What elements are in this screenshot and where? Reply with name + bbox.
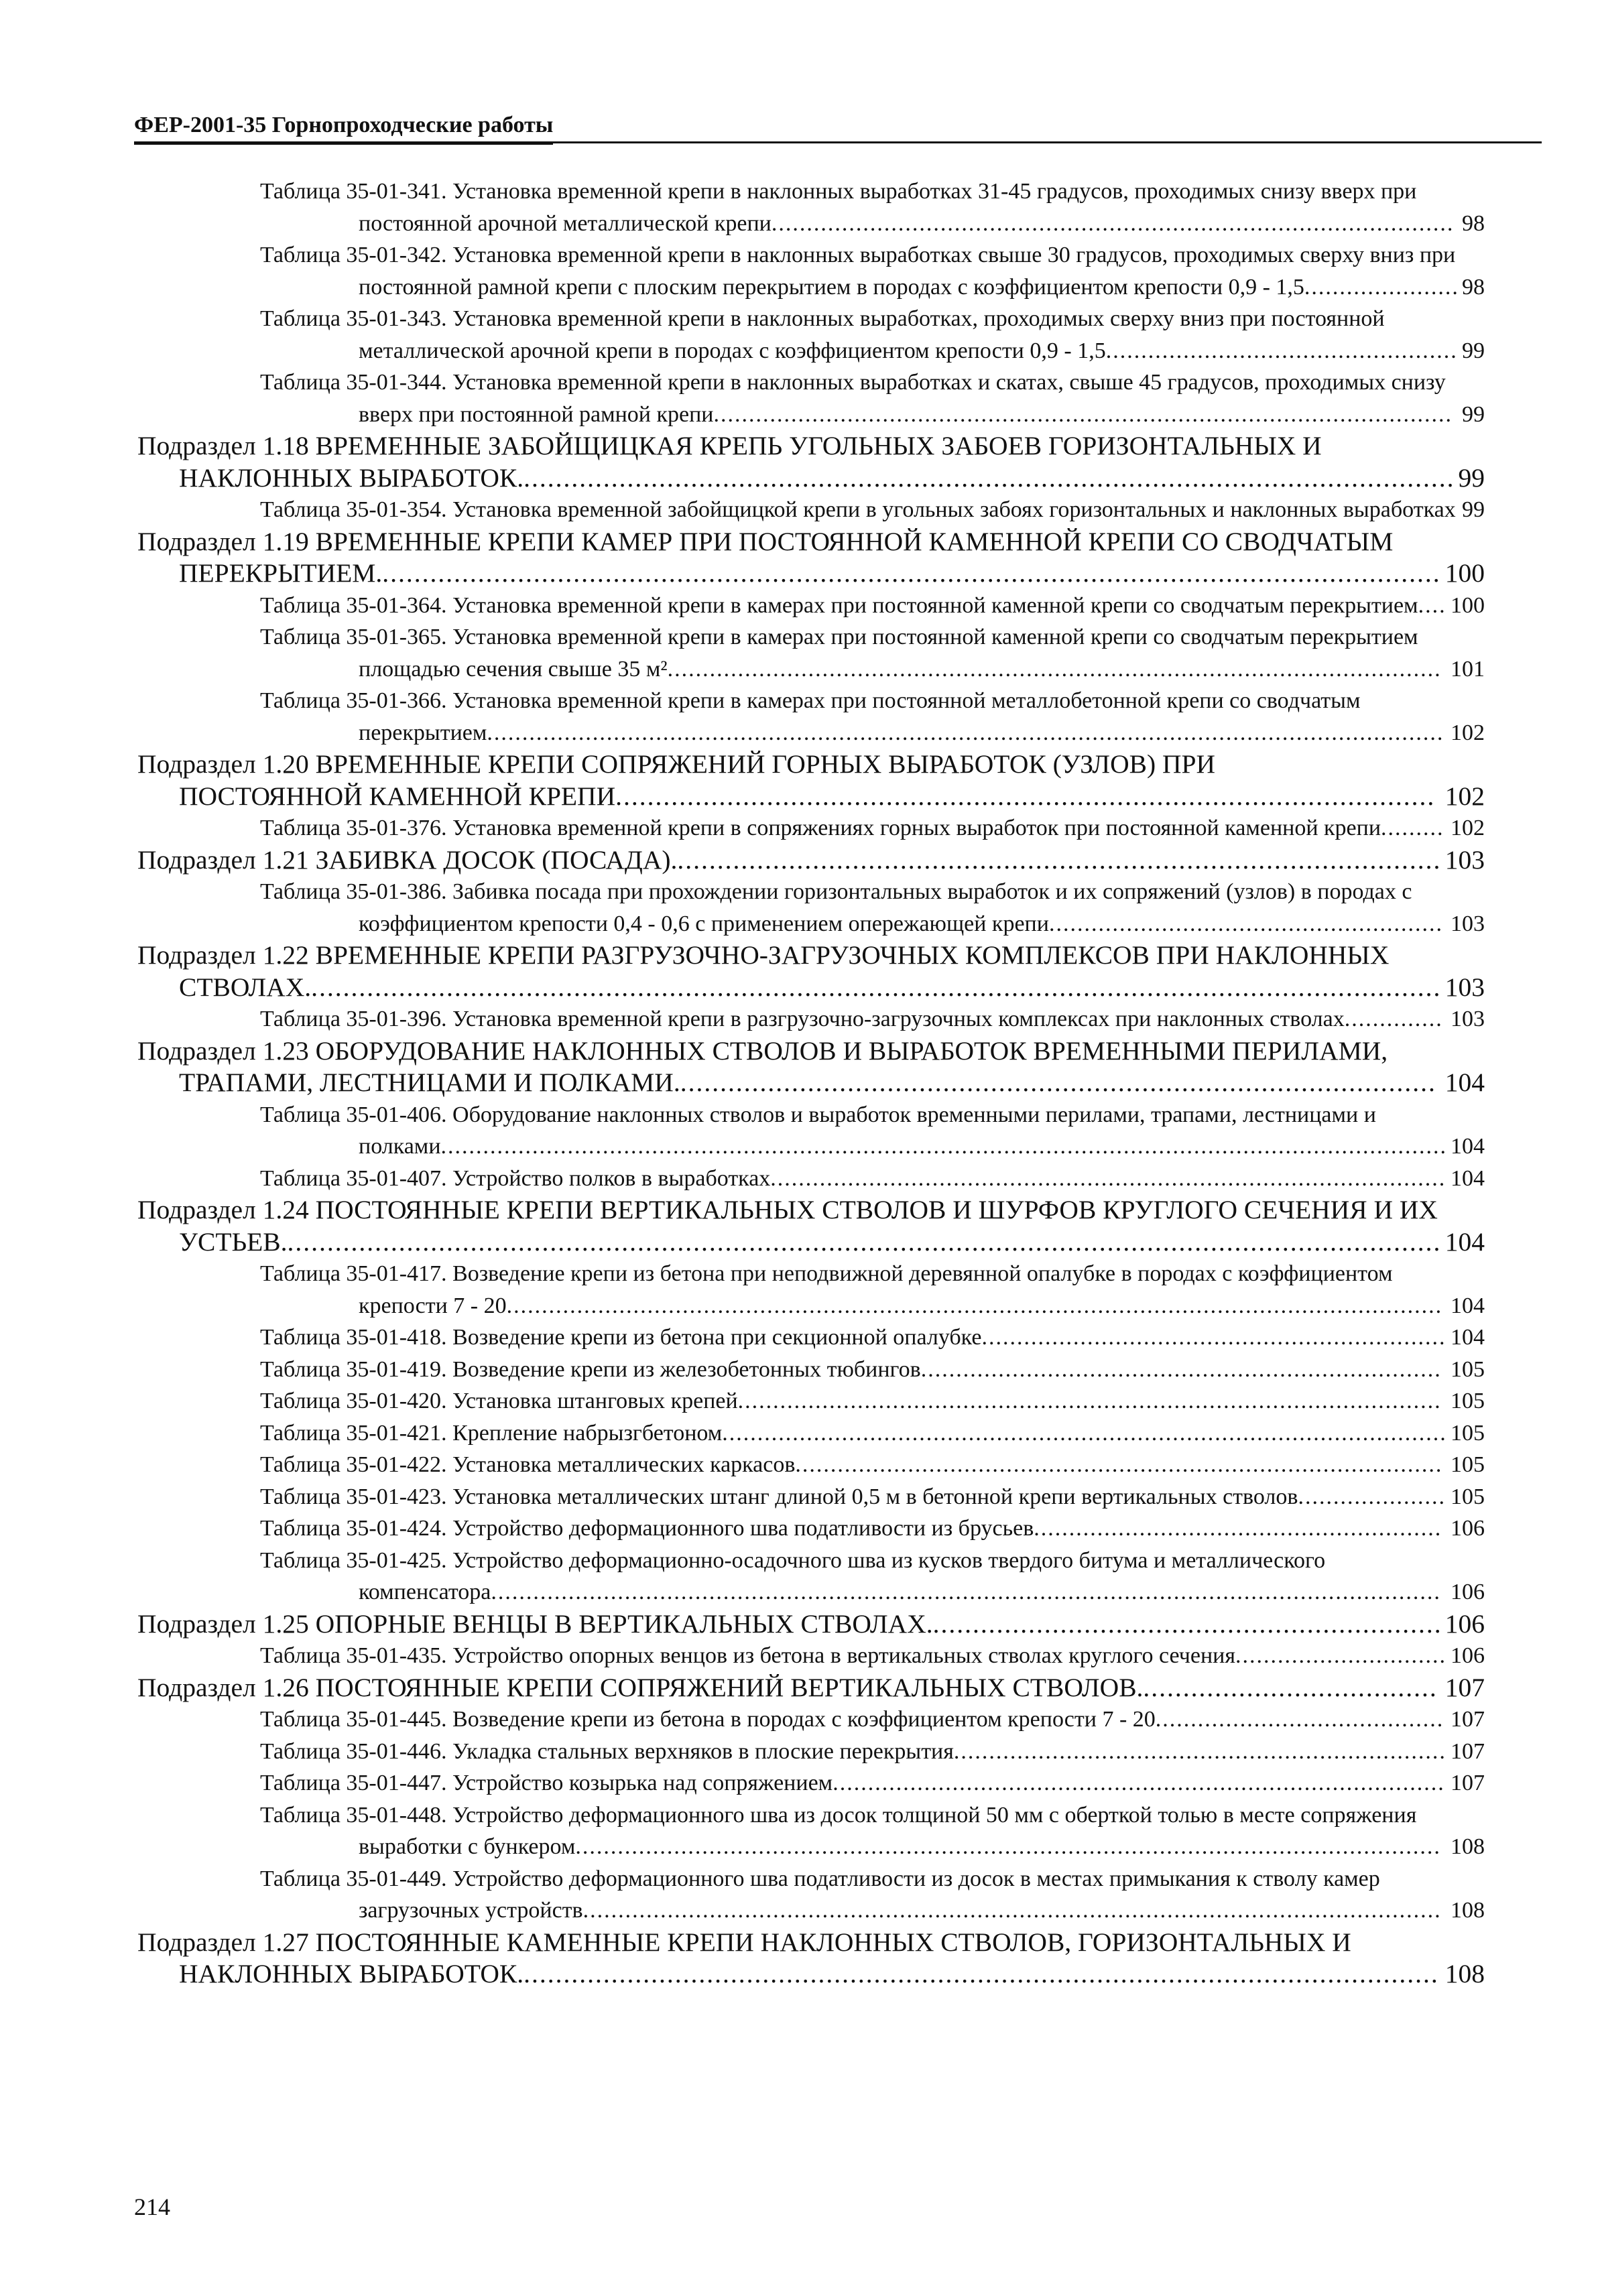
toc-section-entry (137, 749, 1485, 812)
toc-entry-page: 105 (1451, 1420, 1485, 1446)
toc-entry-title: Таблица 35-01-344. Установка временной крепи в наклонных выработках и скатах, свыше 45 градусов, проходимых снизу вверх при постоянной рамной крепи (260, 370, 1446, 427)
dot-leader: ......................................................................................................... (713, 401, 1453, 427)
dot-leader: ..................................................................................................................... (524, 462, 1455, 493)
dot-leader: ....................................................................................................... (615, 781, 1436, 811)
toc-entry-page: 100 (1444, 558, 1485, 588)
toc-entry-title: Таблица 35-01-422. Установка металлических каркасов (260, 1452, 796, 1477)
dot-leader: .............................. (1235, 1643, 1447, 1668)
dot-leader: ................................................................................................................... (524, 1959, 1439, 1988)
dot-leader: ........................................................................................................................................ (487, 720, 1444, 745)
toc-entry-title: Подраздел 1.20 ВРЕМЕННЫЕ КРЕПИ СОПРЯЖЕНИЙ ГОРНЫХ ВЫРАБОТОК (УЗЛОВ) ПРИ ПОСТОЯННОЙ КАМЕННОЙ КРЕПИ (137, 749, 1215, 811)
toc-entry-title: Таблица 35-01-423. Установка металлических штанг длиной 0,5 м в бетонной крепи вертикальных стволов (260, 1484, 1298, 1509)
header-rule (134, 141, 1542, 143)
toc-table-entry (137, 812, 1485, 844)
toc-section-entry (137, 1672, 1485, 1704)
dot-leader: ................................................................................................. (771, 210, 1455, 236)
toc-entry-title: Подраздел 1.23 ОБОРУДОВАНИЕ НАКЛОННЫХ СТВОЛОВ И ВЫРАБОТОК ВРЕМЕННЫМИ ПЕРИЛАМИ, ТРАПАМИ, ЛЕСТНИЦАМИ И ПОЛКАМИ. (137, 1035, 1388, 1097)
toc-section-entry (137, 1035, 1485, 1099)
toc-table-entry (137, 1417, 1485, 1450)
dot-leader: ............................................................................................... (680, 1068, 1436, 1097)
toc-entry-title: Таблица 35-01-424. Устройство деформационного шва податливости из брусьев (260, 1516, 1034, 1541)
dot-leader: .......................................................................................................................... (582, 1898, 1442, 1923)
dot-leader: ......... (1381, 816, 1444, 840)
dot-leader: .................................................. (1105, 338, 1458, 363)
toc-entry-page: 107 (1451, 1707, 1485, 1732)
toc-entry-page: 108 (1451, 1834, 1485, 1859)
toc-entry-title: Подраздел 1.25 ОПОРНЫЕ ВЕНЦЫ В ВЕРТИКАЛЬНЫХ СТВОЛАХ. (137, 1608, 933, 1639)
toc-table-entry (137, 685, 1485, 749)
toc-section-entry (137, 844, 1485, 877)
dot-leader: ................................................................................................................................................. (287, 1226, 1442, 1257)
toc-entry-page: 103 (1444, 844, 1485, 875)
toc-entry-page: 103 (1444, 972, 1485, 1002)
toc-section-entry (137, 430, 1485, 494)
dot-leader: .................................................................................................... (737, 1389, 1442, 1413)
toc-table-entry (137, 494, 1485, 526)
toc-entry-page: 98 (1462, 210, 1485, 236)
toc-entry-title: Таблица 35-01-366. Установка временной крепи в камерах при постоянной металлобетонной крепи со сводчатым перекрытием (260, 688, 1361, 745)
toc-table-entry (137, 1258, 1485, 1322)
toc-entry-title: Таблица 35-01-354. Установка временной забойщицкой крепи в угольных забоях горизонтальных и наклонных выработках (260, 497, 1456, 522)
toc-entry-title: Таблица 35-01-420. Установка штанговых крепей (260, 1389, 738, 1413)
dot-leader: .... (1418, 592, 1447, 618)
toc-entry-page: 102 (1444, 781, 1485, 811)
page-number: 214 (134, 2193, 170, 2220)
toc-entry-title: Подраздел 1.27 ПОСТОЯННЫЕ КАМЕННЫЕ КРЕПИ НАКЛОННЫХ СТВОЛОВ, ГОРИЗОНТАЛЬНЫХ И НАКЛОННЫХ ВЫРАБОТОК. (137, 1927, 1351, 1988)
toc-entry-page: 102 (1451, 816, 1485, 840)
toc-table-entry (137, 1354, 1485, 1386)
toc-entry-page: 104 (1451, 1293, 1485, 1318)
toc-entry-page: 107 (1451, 1738, 1485, 1764)
dot-leader: .............................................................................................................. (667, 656, 1442, 682)
toc-entry-page: 99 (1462, 338, 1485, 363)
dot-leader: ................................................................ (932, 1608, 1442, 1639)
toc-entry-page: 106 (1451, 1643, 1485, 1668)
toc-entry-page: 104 (1444, 1068, 1485, 1097)
toc-entry-page: 104 (1444, 1226, 1485, 1257)
toc-entry-title: Подраздел 1.24 ПОСТОЯННЫЕ КРЕПИ ВЕРТИКАЛЬНЫХ СТВОЛОВ И ШУРФОВ КРУГЛОГО СЕЧЕНИЯ И ИХ УСТЬЕВ. (137, 1195, 1438, 1257)
toc-entry-title: Таблица 35-01-425. Устройство деформационно-осадочного шва из кусков твердого битума и металлического компенсатора (260, 1547, 1326, 1604)
dot-leader: ....................................................................................... (833, 1771, 1445, 1795)
dot-leader: ...................... (1304, 274, 1459, 300)
toc-entry-title: Таблица 35-01-419. Возведение крепи из железобетонных тюбингов (260, 1356, 921, 1382)
toc-section-entry (137, 1194, 1485, 1258)
toc-table-entry (137, 1545, 1485, 1608)
toc-entry-title: Подраздел 1.18 ВРЕМЕННЫЕ ЗАБОЙЩИЦКАЯ КРЕПЬ УГОЛЬНЫХ ЗАБОЕВ ГОРИЗОНТАЛЬНЫХ И НАКЛОННЫХ ВЫРАБОТОК. (137, 431, 1322, 493)
toc-table-entry (137, 303, 1485, 367)
toc-table-entry (137, 1736, 1485, 1768)
toc-table-entry (137, 1481, 1485, 1513)
dot-leader: ..................................................................................................................................... (382, 558, 1441, 588)
dot-leader: .............................................................................................................................................. (311, 972, 1442, 1002)
dot-leader: ...................................................................... (953, 1738, 1447, 1764)
toc-table-entry (137, 1704, 1485, 1736)
dot-leader: ........................................................................................................................... (575, 1834, 1441, 1859)
toc-entry-title: Таблица 35-01-406. Оборудование наклонных стволов и выработок временными перилами, трапами, лестницами и полками (260, 1102, 1376, 1159)
toc-entry-page: 101 (1451, 656, 1485, 682)
toc-entry-title: Таблица 35-01-365. Установка временной крепи в камерах при постоянной каменной крепи со сводчатым перекрытием площадью сечения свыше 35 м² (260, 625, 1418, 682)
toc-entry-page: 103 (1451, 911, 1485, 936)
toc-entry-page: 108 (1444, 1959, 1485, 1988)
running-header (134, 109, 1542, 145)
toc-table-entry (137, 876, 1485, 940)
toc-entry-page: 105 (1451, 1484, 1485, 1509)
dot-leader: ....................................................................................................... (722, 1420, 1447, 1446)
dot-leader: ......................................... (1155, 1707, 1444, 1732)
dot-leader: ..................... (1298, 1484, 1446, 1509)
dot-leader: ..................................................................................................................................... (506, 1293, 1443, 1318)
toc-entry-title: Таблица 35-01-448. Устройство деформационного шва из досок толщиной 50 мм с оберткой толью в месте сопряжения выработки с бункером (260, 1802, 1417, 1859)
toc-entry-title: Таблица 35-01-364. Установка временной крепи в камерах при постоянной каменной крепи со сводчатым перекрытием (260, 592, 1418, 618)
dot-leader: .............. (1344, 1007, 1443, 1031)
toc-entry-title: Таблица 35-01-396. Установка временной крепи в разгрузочно-загрузочных комплексах при наклонных стволах (260, 1007, 1345, 1031)
dot-leader: ..................................... (1143, 1672, 1438, 1702)
toc-table-entry (137, 1163, 1485, 1195)
toc-entry-page: 100 (1451, 592, 1485, 618)
toc-entry-page: 98 (1462, 274, 1485, 300)
toc-table-entry (137, 1099, 1485, 1163)
toc-entry-page: 102 (1451, 720, 1485, 745)
toc-entry-title: Таблица 35-01-449. Устройство деформационного шва податливости из досок в местах примыкания к стволу камер загрузочных устройств (260, 1866, 1380, 1923)
toc-entry-page: 103 (1451, 1007, 1485, 1031)
toc-table-entry (137, 1449, 1485, 1481)
toc-entry-page: 99 (1458, 462, 1485, 493)
toc-entry-title: Таблица 35-01-446. Укладка стальных верхняков в плоские перекрытия (260, 1738, 954, 1764)
toc-entry-title: Подраздел 1.21 ЗАБИВКА ДОСОК (ПОСАДА). (137, 844, 678, 875)
toc-entry-title: Таблица 35-01-407. Устройство полков в выработках (260, 1165, 771, 1191)
toc-table-entry (137, 621, 1485, 685)
dot-leader: ............................................................................................ (795, 1452, 1443, 1477)
toc-entry-title: Таблица 35-01-342. Установка временной крепи в наклонных выработках свыше 30 градусов, проходимых сверху вниз при постоянной рамной крепи с плоским перекрытием в породах с коэффициентом крепости 0,9 - 1,5 (260, 243, 1456, 300)
dot-leader: ....................................................................................................................................... (491, 1580, 1441, 1604)
toc-table-entry (137, 1003, 1485, 1035)
toc-table-entry (137, 1799, 1485, 1863)
dot-leader: .......................................................... (1034, 1516, 1442, 1541)
toc-table-entry (137, 176, 1485, 239)
toc-table-entry (137, 239, 1485, 303)
dot-leader: ........................................................ (1048, 911, 1443, 936)
dot-leader: ............................................................................................................................................... (440, 1134, 1448, 1159)
toc-table-entry (137, 1513, 1485, 1545)
toc-entry-page: 107 (1451, 1771, 1485, 1795)
toc-entry-title: Таблица 35-01-386. Забивка посада при прохождении горизонтальных выработок и их сопряжений (узлов) в породах с коэффициентом крепости 0,4 - 0,6 с применением опережающей крепи (260, 879, 1412, 936)
toc-entry-page: 105 (1451, 1389, 1485, 1413)
toc-table-entry (137, 1767, 1485, 1799)
dot-leader: ................................................................................................ (770, 1165, 1447, 1191)
dot-leader: ................................................................................................ (677, 844, 1442, 875)
toc-entry-page: 99 (1462, 401, 1485, 427)
header-title: ФЕР-2001-35 Горнопроходческие работы (134, 109, 553, 145)
toc-entry-title: Подраздел 1.19 ВРЕМЕННЫЕ КРЕПИ КАМЕР ПРИ ПОСТОЯННОЙ КАМЕННОЙ КРЕПИ СО СВОДЧАТЫМ ПЕРЕКРЫТИЕМ. (137, 526, 1394, 588)
toc-entry-page: 106 (1451, 1580, 1485, 1604)
toc-entry-title: Таблица 35-01-417. Возведение крепи из бетона при неподвижной деревянной опалубке в породах с коэффициентом крепости 7 - 20 (260, 1261, 1393, 1318)
toc-entry-title: Таблица 35-01-421. Крепление набрызгбетоном (260, 1420, 723, 1446)
toc-section-entry (137, 940, 1485, 1003)
toc-entry-page: 108 (1451, 1898, 1485, 1923)
toc-entry-title: Таблица 35-01-343. Установка временной крепи в наклонных выработках, проходимых сверху вниз при постоянной металлической арочной крепи в породах с коэффициентом крепости 0,9 - 1,5 (260, 306, 1385, 363)
toc-section-entry (137, 1608, 1485, 1641)
toc-entry-page: 104 (1451, 1325, 1485, 1350)
toc-entry-title: Таблица 35-01-435. Устройство опорных венцов из бетона в вертикальных стволах круглого сечения (260, 1643, 1235, 1668)
dot-leader: .......................................................................... (920, 1356, 1442, 1382)
toc-table-entry (137, 367, 1485, 430)
toc-table-entry (137, 590, 1485, 622)
toc-entry-page: 106 (1451, 1516, 1485, 1541)
toc-entry-page: 99 (1462, 497, 1485, 522)
table-of-contents (137, 176, 1485, 1990)
toc-entry-title: Таблица 35-01-447. Устройство козырька над сопряжением (260, 1771, 833, 1795)
toc-entry-title: Таблица 35-01-376. Установка временной крепи в сопряжениях горных выработок при постоянной каменной крепи (260, 816, 1381, 840)
dot-leader: .................................................................. (981, 1325, 1447, 1350)
toc-entry-page: 107 (1444, 1672, 1485, 1702)
toc-section-entry (137, 526, 1485, 590)
toc-entry-title: Подраздел 1.26 ПОСТОЯННЫЕ КРЕПИ СОПРЯЖЕНИЙ ВЕРТИКАЛЬНЫХ СТВОЛОВ. (137, 1672, 1144, 1702)
toc-entry-title: Таблица 35-01-341. Установка временной крепи в наклонных выработках 31-45 градусов, проходимых снизу вверх при постоянной арочной металлической крепи (260, 179, 1417, 236)
toc-table-entry (137, 1640, 1485, 1672)
toc-entry-page: 105 (1451, 1356, 1485, 1382)
toc-table-entry (137, 1385, 1485, 1417)
toc-entry-page: 104 (1451, 1134, 1485, 1159)
toc-entry-title: Таблица 35-01-445. Возведение крепи из бетона в породах с коэффициентом крепости 7 - 20 (260, 1707, 1156, 1732)
toc-entry-page: 105 (1451, 1452, 1485, 1477)
toc-entry-page: 104 (1451, 1165, 1485, 1191)
toc-table-entry (137, 1863, 1485, 1927)
toc-entry-title: Подраздел 1.22 ВРЕМЕННЫЕ КРЕПИ РАЗГРУЗОЧНО-ЗАГРУЗОЧНЫХ КОМПЛЕКСОВ ПРИ НАКЛОННЫХ СТВОЛАХ. (137, 940, 1390, 1002)
toc-entry-page: 106 (1444, 1608, 1485, 1639)
toc-table-entry (137, 1322, 1485, 1354)
toc-section-entry (137, 1927, 1485, 1990)
toc-entry-title: Таблица 35-01-418. Возведение крепи из бетона при секционной опалубке (260, 1325, 982, 1350)
